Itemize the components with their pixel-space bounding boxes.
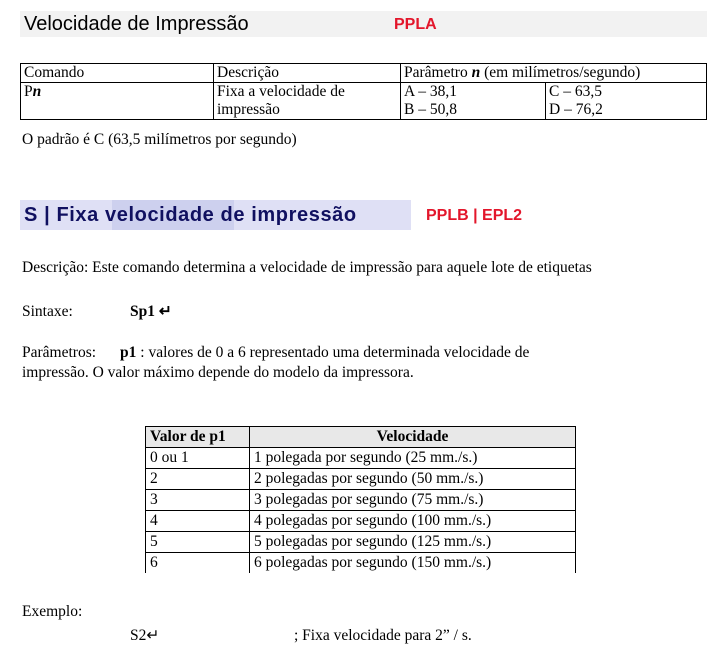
cell-speed: 1 polegada por segundo (25 mm./s.) <box>250 448 576 469</box>
parameters-label: Parâmetros: <box>22 344 97 361</box>
cell-speed: 6 polegadas por segundo (150 mm./s.) <box>250 553 576 574</box>
speed-table-header <box>146 427 576 448</box>
parameter-values-grid <box>401 83 706 119</box>
command-cell: Pn <box>21 83 214 120</box>
table-row <box>146 448 576 469</box>
syntax-label: Sintaxe: <box>22 303 73 320</box>
cell-p1-value: 6 <box>146 553 250 574</box>
description-text: Descrição: Este comando determina a velocidade de impressão para aquele lote de etiquetas <box>22 259 592 276</box>
parameter-name: p1 <box>120 344 137 361</box>
table-header-row <box>21 64 707 83</box>
cell-p1-value: 4 <box>146 511 250 532</box>
parameters-text-continued: impressão. O valor máximo depende do modelo da impressora. <box>22 364 414 381</box>
header-cell-p1-value: Valor de p1 <box>146 427 250 448</box>
example-label: Exemplo: <box>22 603 83 620</box>
example-code: S2↵ <box>130 627 160 644</box>
parameters-text: : valores de 0 a 6 representado uma determinada velocidade de <box>136 344 530 361</box>
parameter-values-cell <box>401 83 707 120</box>
language-tag: PPLA <box>394 16 437 33</box>
example-comment: ; Fixa velocidade para 2” / s. <box>294 627 472 644</box>
cell-speed: 2 polegadas por segundo (50 mm./s.) <box>250 469 576 490</box>
value-a: A – 38,1 <box>401 83 546 101</box>
cell-speed: 3 polegadas por segundo (75 mm./s.) <box>250 490 576 511</box>
cell-speed: 5 polegadas por segundo (125 mm./s.) <box>250 532 576 553</box>
value-d: D – 76,2 <box>549 101 603 118</box>
section2-title: S | Fixa velocidade de impressão <box>24 204 357 226</box>
table-row <box>146 511 576 532</box>
table-row <box>21 83 707 120</box>
table-row <box>146 490 576 511</box>
header-cell-speed: Velocidade <box>250 427 576 448</box>
command-table <box>20 63 707 120</box>
header-cell-parameter: Parâmetro n (em milímetros/segundo) <box>401 64 707 83</box>
cell-p1-value: 0 ou 1 <box>146 448 250 469</box>
value-b: B – 50,8 <box>401 101 546 119</box>
cell-speed: 4 polegadas por segundo (100 mm./s.) <box>250 511 576 532</box>
cell-p1-value: 3 <box>146 490 250 511</box>
cell-p1-value: 5 <box>146 532 250 553</box>
parameters-paragraph <box>22 343 682 383</box>
speed-table <box>145 426 576 573</box>
value-c: C – 63,5 <box>549 83 602 100</box>
header-cell-description: Descrição <box>214 64 401 83</box>
section2-tag: PPLB | EPL2 <box>426 207 523 224</box>
cell-p1-value: 2 <box>146 469 250 490</box>
default-note: O padrão é C (63,5 milímetros por segundo) <box>22 131 297 148</box>
section-title: Velocidade de Impressão <box>24 13 249 35</box>
syntax-value: Sp1 ↵ <box>130 303 172 320</box>
table-row <box>146 469 576 490</box>
header-cell-command: Comando <box>21 64 214 83</box>
table-row <box>146 553 576 574</box>
table-row <box>146 532 576 553</box>
description-cell: Fixa a velocidade de impressão <box>214 83 401 120</box>
